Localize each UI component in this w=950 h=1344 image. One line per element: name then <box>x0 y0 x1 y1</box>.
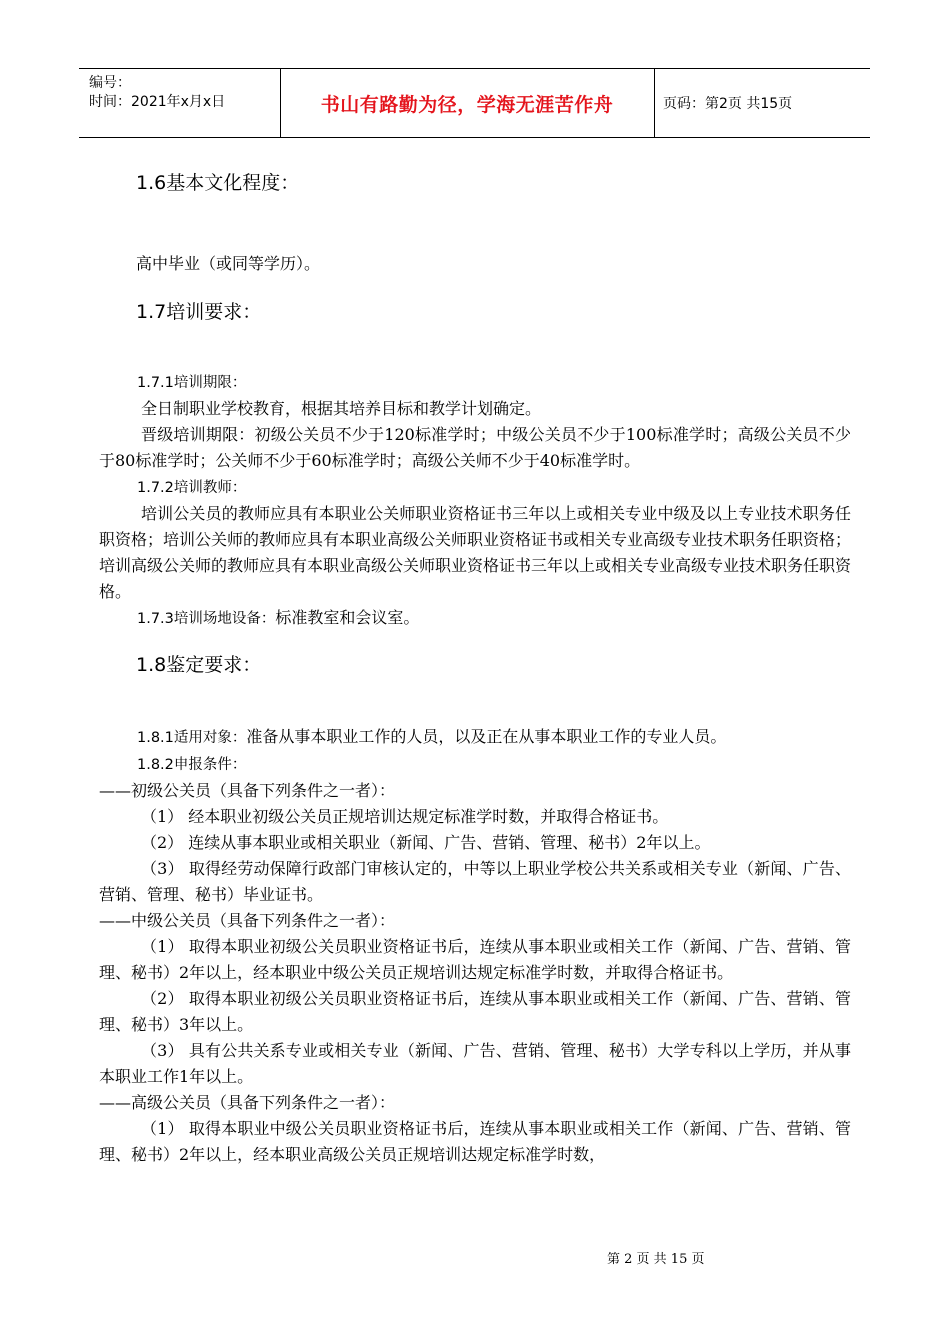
section-1-7-2-label: 1.7.2培训教师： <box>137 480 247 496</box>
section-1-8-title: 1.8鉴定要求： <box>136 654 262 676</box>
motto-text: 书山有路勤为径，学海无涯苦作舟 <box>320 93 614 116</box>
section-1-7-3-label: 1.7.3培训场地设备： <box>137 611 276 627</box>
senior-item-1: （1） 取得本职业中级公关员职业资格证书后，连续从事本职业或相关工作（新闻、广告、营销、管理、秘书）2年以上，经本职业高级公关员正规培训达规定标准学时数， <box>99 1119 851 1164</box>
date-label: 时间：2021年x月x日 <box>89 94 226 110</box>
section-1-7-2-p1: 培训公关员的教师应具有本职业公关师职业资格证书三年以上或相关专业中级及以上专业技术职务任职资格；培训公关师的教师应具有本职业高级公关师职业资格证书或相关专业高级专业技术职务任职资格；培训高级公关师的教师应具有本职业高级公关师职业资格证书三年以上或相关专业高级专业技术职务任职资格。 <box>99 504 852 601</box>
mid-item-1: （1） 取得本职业初级公关员职业资格证书后，连续从事本职业或相关工作（新闻、广告、营销、管理、秘书）2年以上，经本职业中级公关员正规培训达规定标准学时数，并取得合格证书。 <box>99 937 851 982</box>
section-1-7-2-line <box>99 474 851 501</box>
section-1-6-title: 1.6基本文化程度： <box>136 172 300 194</box>
section-1-7-1-p2: 晋级培训期限：初级公关员不少于120标准学时；中级公关员不少于100标准学时；高级公关员不少于80标准学时；公关师不少于60标准学时；高级公关师不少于40标准学时。 <box>99 425 851 470</box>
section-1-8-2-line <box>99 751 851 778</box>
section-1-7-3-line <box>99 605 851 632</box>
section-1-7-1-p1: 全日制职业学校教育，根据其培养目标和教学计划确定。 <box>141 399 542 418</box>
section-1-7-1-label: 1.7.1培训期限： <box>137 375 247 391</box>
section-1-7-1-line <box>99 369 851 396</box>
section-1-7-title: 1.7培训要求： <box>136 301 262 323</box>
section-1-8-1-line <box>99 724 851 751</box>
header-motto-cell <box>280 69 655 137</box>
mid-heading: ——中级公关员（具备下列条件之一者）： <box>99 911 396 930</box>
page-code: 页码：第2页 共15页 <box>663 96 793 112</box>
junior-item-3: （3） 取得经劳动保障行政部门审核认定的，中等以上职业学校公共关系或相关专业（新闻、广告、营销、管理、秘书）毕业证书。 <box>99 859 851 904</box>
section-1-8-2-label: 1.8.2申报条件： <box>137 757 247 773</box>
document-body <box>99 170 851 1168</box>
header-meta-cell <box>79 69 281 137</box>
section-1-7-3-text: 标准教室和会议室。 <box>275 608 420 627</box>
junior-heading: ——初级公关员（具备下列条件之一者）： <box>99 781 396 800</box>
code-label: 编号： <box>89 75 131 91</box>
senior-heading: ——高级公关员（具备下列条件之一者）： <box>99 1093 396 1112</box>
junior-item-1: （1） 经本职业初级公关员正规培训达规定标准学时数，并取得合格证书。 <box>141 807 669 826</box>
page-header <box>79 68 870 138</box>
section-1-8-1-label: 1.8.1适用对象： <box>137 730 247 746</box>
section-1-6-body: 高中毕业（或同等学历）。 <box>136 254 321 273</box>
header-page-cell <box>654 69 870 137</box>
page-footer: 第 2 页 共 15 页 <box>607 1252 705 1267</box>
section-1-8-1-text: 准备从事本职业工作的人员，以及正在从事本职业工作的专业人员。 <box>246 727 727 746</box>
mid-item-2: （2） 取得本职业初级公关员职业资格证书后，连续从事本职业或相关工作（新闻、广告、营销、管理、秘书）3年以上。 <box>99 989 851 1034</box>
mid-item-3: （3） 具有公共关系专业或相关专业（新闻、广告、营销、管理、秘书）大学专科以上学历，并从事本职业工作1年以上。 <box>99 1041 851 1086</box>
junior-item-2: （2） 连续从事本职业或相关职业（新闻、广告、营销、管理、秘书）2年以上。 <box>141 833 711 852</box>
